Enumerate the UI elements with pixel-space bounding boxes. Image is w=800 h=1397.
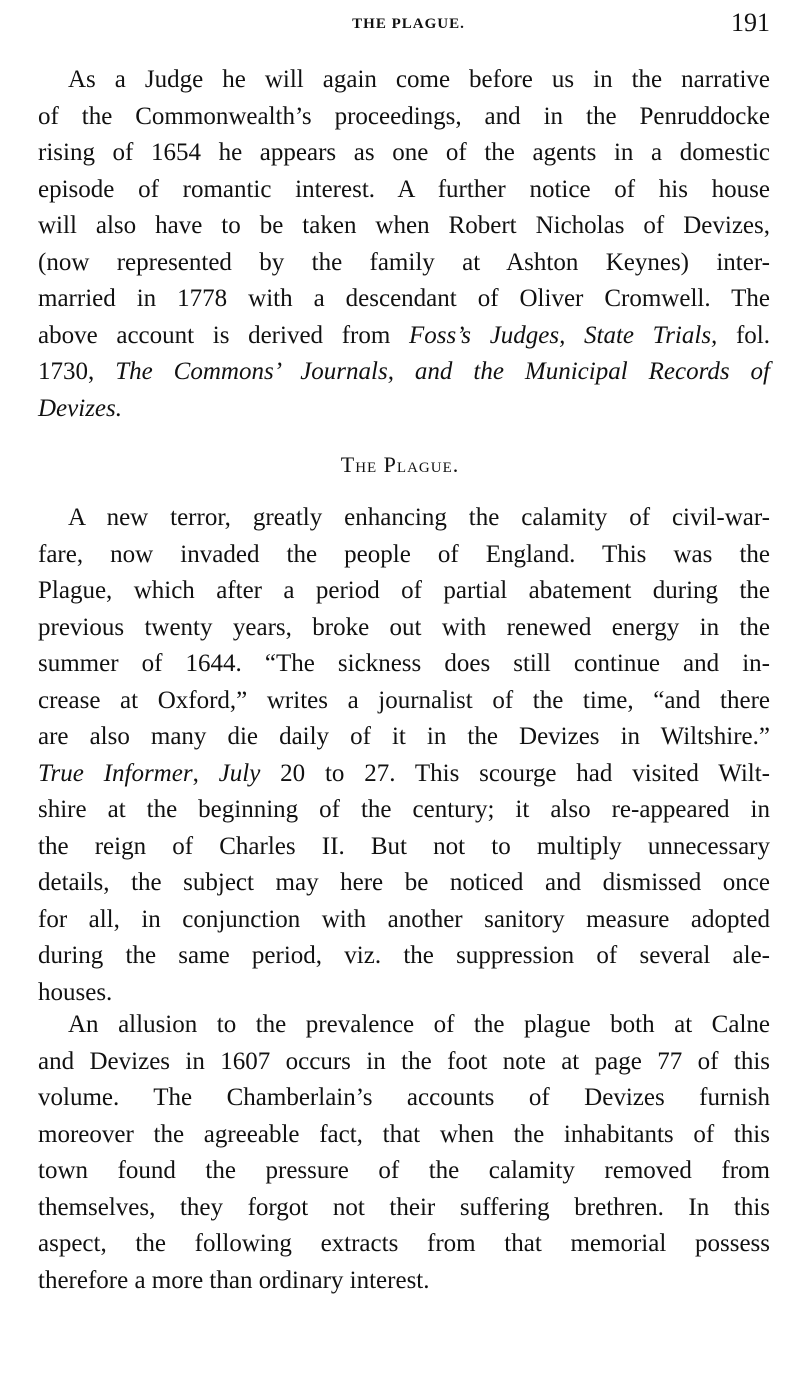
italic-text: Foss’s Judges, State Trials, <box>408 321 718 349</box>
text-segment: 1730, <box>38 358 116 385</box>
text-segment: summer of 1644. “The sickness does still continue and in- <box>38 650 770 677</box>
text-segment: details, the subject may here be noticed and dismissed once <box>38 869 770 896</box>
text-line <box>38 135 770 172</box>
text-line <box>38 99 770 136</box>
text-line <box>38 172 770 209</box>
text-line <box>38 573 770 610</box>
text-segment: aspect, the following extracts from that memorial possess <box>38 1230 770 1257</box>
text-line <box>38 610 770 647</box>
page-number: 191 <box>731 8 770 37</box>
running-head: THE PLAGUE. <box>352 16 465 32</box>
italic-text: July <box>218 759 261 787</box>
text-segment: rising of 1654 he appears as one of the agents in a domestic <box>38 139 770 166</box>
text-line <box>38 1044 770 1081</box>
text-line <box>38 1117 770 1154</box>
text-line <box>38 1263 770 1300</box>
text-line <box>38 354 770 391</box>
text-segment: above account is derived from <box>38 321 409 349</box>
text-line <box>38 1190 770 1227</box>
section-heading: The Plague. <box>340 452 460 477</box>
text-segment: An allusion to the prevalence of the plague both at Calne <box>68 1011 770 1038</box>
text-segment: of the Commonwealth’s proceedings, and in the Penruddocke <box>38 102 770 130</box>
text-line <box>38 1226 770 1263</box>
text-line <box>38 938 770 975</box>
text-segment: are also many die daily of it in the Devizes in Wiltshire.” <box>38 723 770 750</box>
text-segment: A new terror, greatly enhancing the calamity of civil-war- <box>68 504 770 531</box>
italic-text: True Informer <box>38 759 193 787</box>
text-line <box>38 537 770 574</box>
paragraph-allusion <box>38 1007 770 1299</box>
italic-text: Devizes. <box>38 394 122 422</box>
text-segment: crease at Oxford,” writes a journalist of the time, “and there <box>38 686 770 714</box>
text-line <box>38 975 770 1012</box>
text-segment: the reign of Charles II. But not to multiply unnecessary <box>38 832 770 860</box>
text-line <box>38 391 770 428</box>
text-segment: married in 1778 with a descendant of Oliver Cromwell. The <box>38 285 770 312</box>
text-line <box>38 245 770 282</box>
text-line <box>38 792 770 829</box>
paragraph-judge <box>38 62 770 427</box>
page-header <box>47 8 770 42</box>
paragraph-plague <box>38 500 770 1011</box>
text-segment: previous twenty years, broke out with renewed energy in the <box>38 613 770 641</box>
text-line <box>38 500 770 537</box>
text-line <box>38 208 770 245</box>
text-line <box>38 646 770 683</box>
text-line <box>38 865 770 902</box>
text-segment: volume. The Chamberlain’s accounts of Devizes furnish <box>38 1084 770 1111</box>
text-segment: for all, in conjunction with another sanitory measure adopted <box>38 905 770 933</box>
text-segment: episode of romantic interest. A further notice of his house <box>38 175 770 203</box>
text-line <box>38 1153 770 1190</box>
text-line <box>38 829 770 866</box>
text-segment: and Devizes in 1607 occurs in the foot note at page 77 of this <box>38 1047 770 1075</box>
text-segment: themselves, they forgot not their suffering brethren. In this <box>38 1193 770 1221</box>
text-segment: Plague, which after a period of partial abatement during the <box>38 577 770 604</box>
text-line <box>38 1080 770 1117</box>
text-segment: fol. <box>717 321 770 349</box>
text-segment: will also have to be taken when Robert Nicholas of Devizes, <box>38 212 770 239</box>
text-segment: during the same period, viz. the suppression of several ale- <box>38 942 770 969</box>
text-segment: moreover the agreeable fact, that when the inhabitants of this <box>38 1120 770 1148</box>
text-segment: shire at the beginning of the century; it also re-appeared in <box>38 796 770 823</box>
text-segment: houses. <box>38 978 113 1006</box>
text-line <box>38 902 770 939</box>
text-segment: , <box>192 759 219 787</box>
text-segment: town found the pressure of the calamity removed from <box>38 1157 770 1184</box>
text-segment: therefore a more than ordinary interest. <box>38 1266 430 1294</box>
text-line <box>38 756 770 793</box>
text-segment: 20 to 27. This scourge had visited Wilt- <box>260 759 770 787</box>
text-line <box>38 719 770 756</box>
text-segment: (now represented by the family at Ashton Keynes) inter- <box>38 248 770 276</box>
text-line <box>38 683 770 720</box>
italic-text: The Commons’ Journals, and the Municipal Records of <box>115 358 771 385</box>
text-line <box>38 318 770 355</box>
text-segment: fare, now invaded the people of England. This was the <box>38 540 770 568</box>
text-line <box>38 281 770 318</box>
text-line <box>38 62 770 99</box>
text-line <box>38 1007 770 1044</box>
text-segment: As a Judge he will again come before us in the narrative <box>68 66 770 93</box>
